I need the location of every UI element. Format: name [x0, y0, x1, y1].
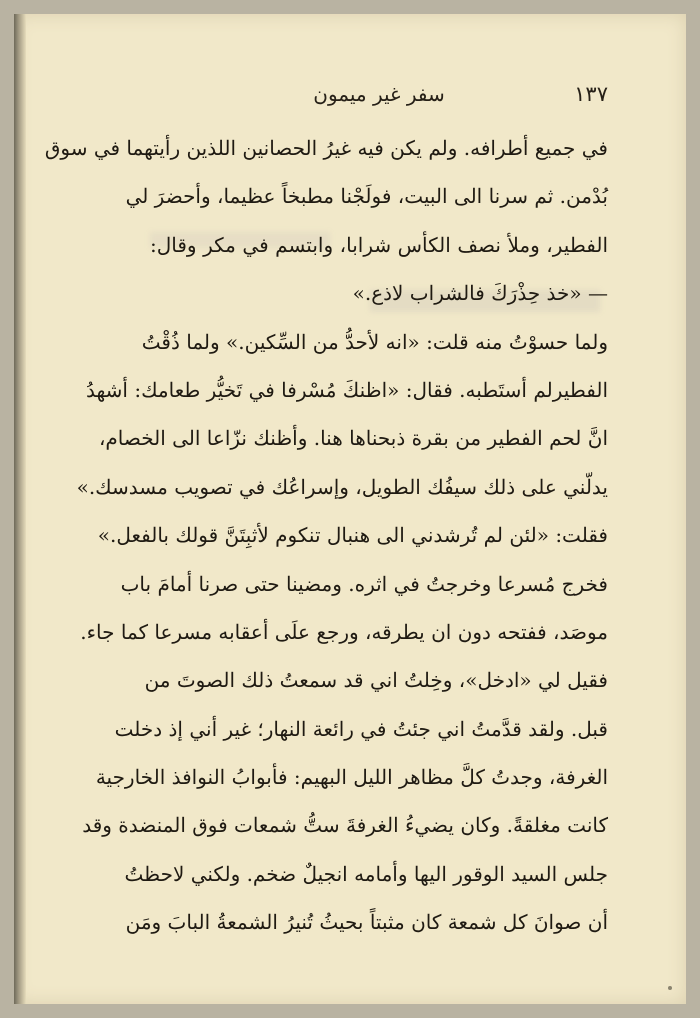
page-speck: [668, 986, 672, 990]
text-line: ولما حسوْتُ منه قلت: «انه لأحدُّ من السِّكين.» ولما ذُقْتُ: [141, 329, 608, 354]
page-header: [150, 82, 608, 112]
text-line: قبل. ولقد قدَّمتُ اني جئتُ في رائعة النهار؛ غير أني إذ دخلت: [114, 716, 608, 741]
text-body: [44, 124, 608, 947]
text-line: بُدْمن. ثم سرنا الى البيت، فولَجْنا مطبخاً عظيما، وأحضرَ لي: [125, 184, 608, 209]
text-line: موصَد، ففتحه دون ان يطرقه، ورجع علَى أعقابه مسرعا كما جاء.: [80, 619, 608, 644]
text-line: انَّ لحم الفطير من بقرة ذبحناها هنا. وأظنك نزّاعا الى الخصام،: [98, 426, 608, 451]
text-line: يدلّني على ذلك سيفُك الطويل، وإسراعُك في تصويب مسدسك.»: [76, 474, 608, 499]
text-line: فقيل لي «ادخل»، وخِلتُ اني قد سمعتُ ذلك الصوتَ من: [144, 668, 608, 693]
text-line: كانت مغلقةً. وكان يضيءُ الغرفةَ ستُّ شمعات فوق المنضدة وقد: [82, 813, 608, 838]
page-gutter: [14, 14, 26, 1004]
text-line: فقلت: «لئن لم تُرشدني الى هنبال تنكوم لأثبِتَنَّ قولك بالفعل.»: [97, 523, 608, 548]
running-title: سفر غير ميمون: [313, 82, 445, 106]
text-line: فخرج مُسرعا وخرجتُ في اثره. ومضينا حتى صرنا أمامَ باب: [120, 571, 608, 596]
text-line: الغرفة، وجدتُ كلَّ مظاهر الليل البهيم: فأبوابُ النوافذ الخارجية: [95, 765, 608, 790]
text-line: — «خذ حِذْرَكَ فالشراب لاذع.»: [352, 281, 608, 306]
text-line: الفطيرلم أستَطبه. فقال: «اظنكَ مُسْرفا في تَخيُّر طعامك: أشهدُ: [85, 377, 608, 402]
text-line: أن صوانَ كل شمعة كان مثبتاً بحيثُ تُنيرُ الشمعةُ البابَ ومَن: [125, 910, 608, 935]
text-line: الفطير، وملأ نصف الكأس شرابا، وابتسم في مكر وقال:: [150, 232, 608, 257]
page-number: ١٣٧: [574, 82, 608, 106]
text-line: في جميع أطرافه. ولم يكن فيه غيرُ الحصانين اللذين رأيتهما في سوق: [44, 136, 608, 160]
text-line: جلس السيد الوقور اليها وأمامه انجيلٌ ضخم. ولكني لاحظتُ: [124, 861, 608, 886]
